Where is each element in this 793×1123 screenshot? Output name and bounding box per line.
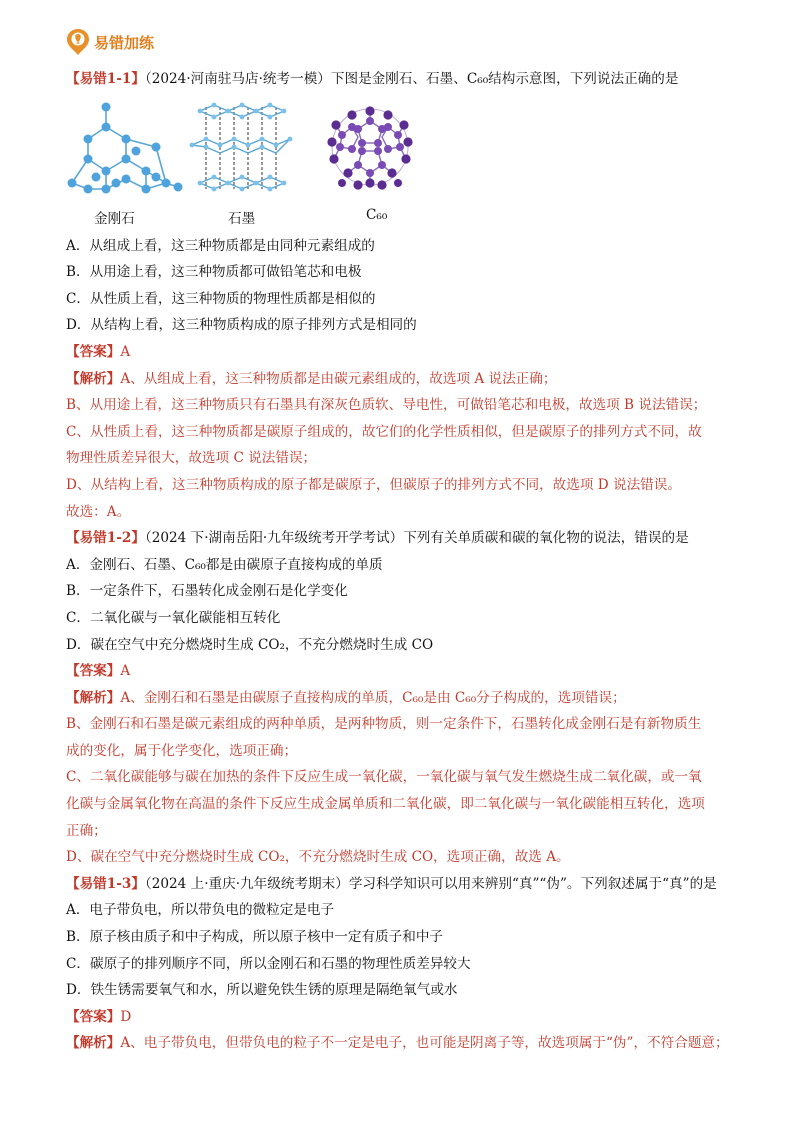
q1-option-b: B．从用途上看，这三种物质都可做铅笔芯和电极 xyxy=(66,264,362,281)
q2-analysis-tag: 【解析】 xyxy=(66,689,121,706)
q2-option-a: A．金刚石、石墨、C₆₀都是由碳原子直接构成的单质 xyxy=(66,556,383,573)
q1-analysis-line-5: D、从结构上看，这三种物质构成的原子都是碳原子，但碳原子的排列方式不同，故选项 D 说法错误。 xyxy=(66,476,681,493)
q2-analysis-line-6: 正确； xyxy=(66,822,107,839)
header xyxy=(66,28,154,56)
q1-answer: A xyxy=(120,343,131,360)
q2-option-c: C．二氧化碳与一氧化碳能相互转化 xyxy=(66,609,281,626)
carbon-structures-figure xyxy=(66,97,730,233)
q1-answer-tag: 【答案】 xyxy=(66,343,121,360)
q2-analysis-line-4: C、二氧化碳能够与碳在加热的条件下反应生成一氧化碳，一氧化碳与氧气发生燃烧生成二氧化碳，或一氧 xyxy=(66,769,702,786)
q1-tag: 【易错1-1】 xyxy=(66,71,145,87)
q3-tag: 【易错1-3】 xyxy=(66,875,145,892)
lightbulb-pin-icon xyxy=(66,28,90,56)
section-title: 易错加练 xyxy=(94,33,155,52)
q3-analysis-line-1 xyxy=(66,1030,730,1057)
q2-answer-line xyxy=(66,658,730,685)
q1-answer-line xyxy=(66,339,730,366)
q2-stem-line xyxy=(66,525,730,552)
q3-answer-tag: 【答案】 xyxy=(66,1008,121,1025)
q2-analysis-line-1 xyxy=(66,685,730,712)
q1-analysis-line-2: B、从用途上看，这三种物质只有石墨具有深灰色质软、导电性，可做铅笔芯和电极，故选项 B 说法错误； xyxy=(66,397,707,414)
q1-stem: （2024·河南驻马店·统考一模）下图是金刚石、石墨、C₆₀结构示意图，下列说法正确的是 xyxy=(144,71,679,87)
graphite-structure-image xyxy=(186,97,296,203)
q2-analysis-line-5: 化碳与金属氧化物在高温的条件下反应生成金属单质和二氧化碳，即二氧化碳与一氧化碳能相互转化，选项 xyxy=(66,796,705,813)
q1-analysis-tag: 【解析】 xyxy=(66,370,121,387)
q2-stem: （2024 下·湖南岳阳·九年级统考开学考试）下列有关单质碳和碳的氧化物的说法，错误的是 xyxy=(144,530,689,547)
c60-label: C₆₀ xyxy=(366,206,388,223)
q1-analysis-text-1: A、从组成上看，这三种物质都是由碳元素组成的，故选项 A 说法正确； xyxy=(120,370,557,387)
q1-analysis-line-4: 物理性质差异很大，故选项 C 说法错误； xyxy=(66,450,317,467)
q2-option-d: D．碳在空气中充分燃烧时生成 CO₂，不充分燃烧时生成 CO xyxy=(66,636,434,653)
q1-analysis-line-6: 故选：A。 xyxy=(66,503,131,520)
q3-option-b: B．原子核由质子和中子构成，所以原子核中一定有质子和中子 xyxy=(66,929,444,946)
q2-tag: 【易错1-2】 xyxy=(66,530,145,547)
q1-analysis-line-3: C、从性质上看，这三种物质都是碳原子组成的，故它们的化学性质相似，但是碳原子的排列方式不同，故 xyxy=(66,423,702,440)
q2-analysis-line-7: D、碳在空气中充分燃烧时生成 CO₂，不充分燃烧时生成 CO，选项正确，故选 A。 xyxy=(66,849,570,866)
q2-answer-tag: 【答案】 xyxy=(66,663,121,680)
q1-analysis-line-1 xyxy=(66,366,730,393)
q1-option-d: D．从结构上看，这三种物质构成的原子排列方式是相同的 xyxy=(66,317,417,334)
q3-analysis-text-1: A、电子带负电，但带负电的粒子不一定是电子，也可能是阴离子等，故选项属于“伪”，不符合题意； xyxy=(120,1035,729,1052)
diamond-structure-image xyxy=(66,97,186,203)
q2-answer: A xyxy=(120,663,131,680)
q2-analysis-line-2: B、金刚石和石墨是碳元素组成的两种单质，是两种物质，则一定条件下，石墨转化成金刚石是有新物质生 xyxy=(66,716,702,733)
q2-analysis-line-3: 成的变化，属于化学变化，选项正确； xyxy=(66,742,298,759)
q2-option-b: B．一定条件下，石墨转化成金刚石是化学变化 xyxy=(66,583,348,600)
q3-answer-line xyxy=(66,1004,730,1031)
graphite-label: 石墨 xyxy=(228,210,256,227)
c60-structure-image xyxy=(322,97,422,203)
q3-answer: D xyxy=(120,1008,132,1025)
q3-option-c: C．碳原子的排列顺序不同，所以金刚石和石墨的物理性质差异较大 xyxy=(66,955,471,972)
q1-option-c: C．从性质上看，这三种物质的物理性质都是相似的 xyxy=(66,290,376,307)
q2-analysis-text-1: A、金刚石和石墨是由碳原子直接构成的单质，C₆₀是由 C₆₀分子构成的，选项错误； xyxy=(120,689,626,706)
diamond-label: 金刚石 xyxy=(94,210,135,227)
q3-option-d: D．铁生锈需要氧气和水，所以避免铁生锈的原理是隔绝氧气或水 xyxy=(66,982,458,999)
q3-analysis-tag: 【解析】 xyxy=(66,1035,121,1052)
document-body xyxy=(66,66,730,1057)
q3-stem: （2024 上·重庆·九年级统考期末）学习科学知识可以用来辨别“真”“伪”。下列叙述属于“真”的是 xyxy=(144,875,717,892)
q1-option-a: A．从组成上看，这三种物质都是由同种元素组成的 xyxy=(66,237,375,254)
q1-stem-line xyxy=(66,66,730,93)
q3-stem-line xyxy=(66,871,730,898)
q3-option-a: A．电子带负电，所以带负电的微粒定是电子 xyxy=(66,902,335,919)
